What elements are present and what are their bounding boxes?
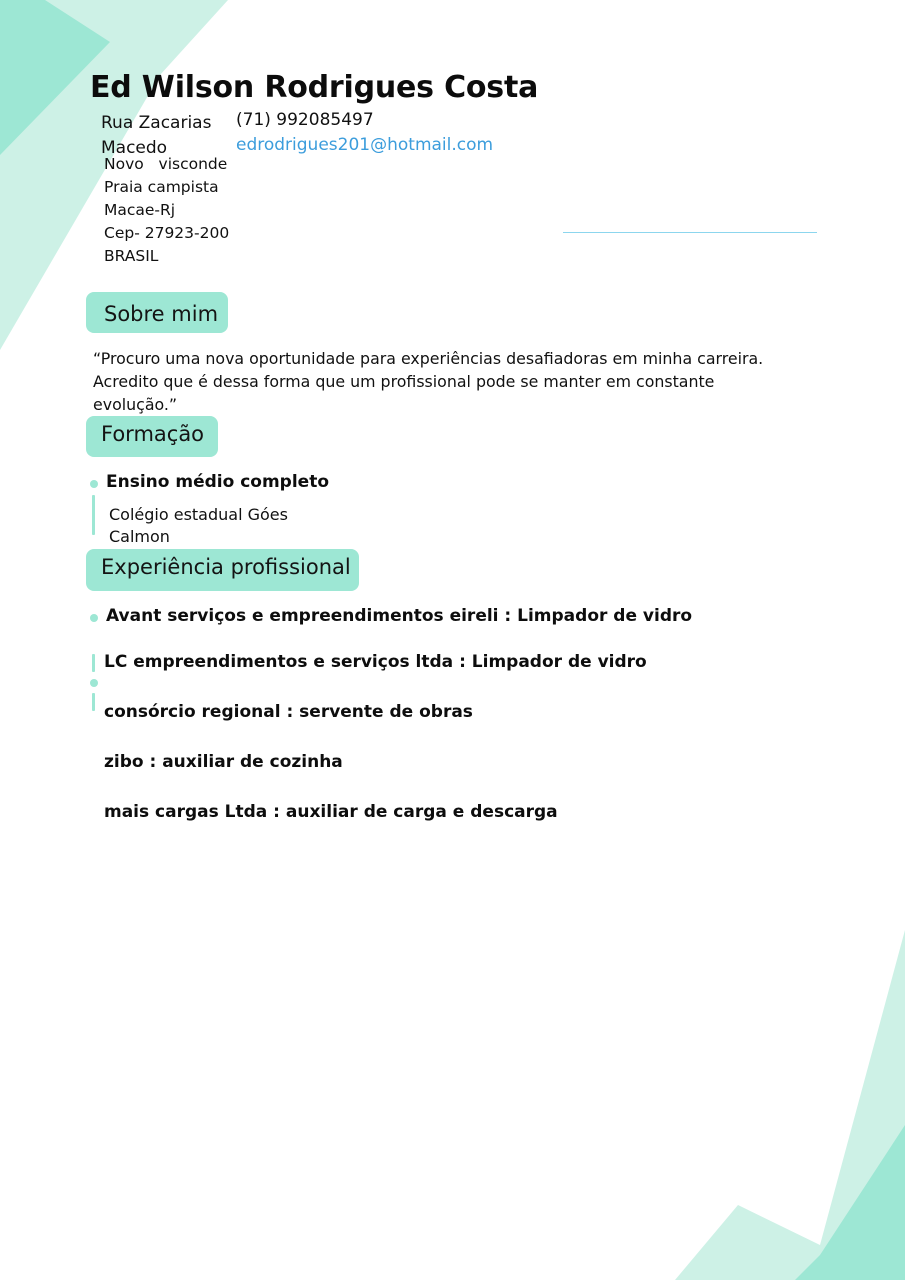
education-school: [109, 504, 288, 548]
header-divider: [563, 232, 817, 233]
street-address: Rua Zacarias Macedo: [101, 113, 212, 158]
timeline-bar: [92, 654, 95, 672]
email-link[interactable]: edrodrigues201@hotmail.com: [236, 135, 494, 155]
about-text: “Procuro uma nova oportunidade para experiências desafiadoras em minha carreira. Acredito que é dessa forma que um profissional pode se manter em constante evolução.”: [93, 349, 764, 414]
experience-item: consórcio regional : servente de obras: [104, 702, 473, 722]
address-line: Praia campista: [104, 178, 219, 196]
address-block: [104, 153, 229, 268]
address-line: Macae-Rj: [104, 201, 176, 219]
timeline-bar: [92, 693, 95, 711]
phone-number: (71) 992085497: [236, 110, 374, 130]
address-line: Cep- 27923-200: [104, 224, 230, 242]
experience-item: mais cargas Ltda : auxiliar de carga e descarga: [104, 802, 558, 822]
bullet-dot: [90, 480, 98, 488]
experience-item: Avant serviços e empreendimentos eireli : Limpador de vidro: [106, 606, 693, 626]
section-title-education: Formação: [86, 416, 218, 457]
bullet-dot: [90, 679, 98, 687]
address-line: Novo visconde: [104, 155, 228, 173]
timeline-bar: [92, 495, 95, 535]
experience-item: LC empreendimentos e serviços ltda : Limpador de vidro: [104, 652, 647, 672]
experience-item: zibo : auxiliar de cozinha: [104, 752, 343, 772]
bullet-dot: [90, 614, 98, 622]
section-title-about: Sobre mim: [86, 292, 228, 333]
section-title-experience: Experiência profissional: [86, 549, 359, 591]
school-line: Colégio estadual Góes: [109, 505, 288, 524]
address-line: BRASIL: [104, 247, 159, 265]
school-line: Calmon: [109, 527, 170, 546]
person-name: Ed Wilson Rodrigues Costa: [90, 70, 539, 105]
education-degree: Ensino médio completo: [106, 472, 330, 492]
